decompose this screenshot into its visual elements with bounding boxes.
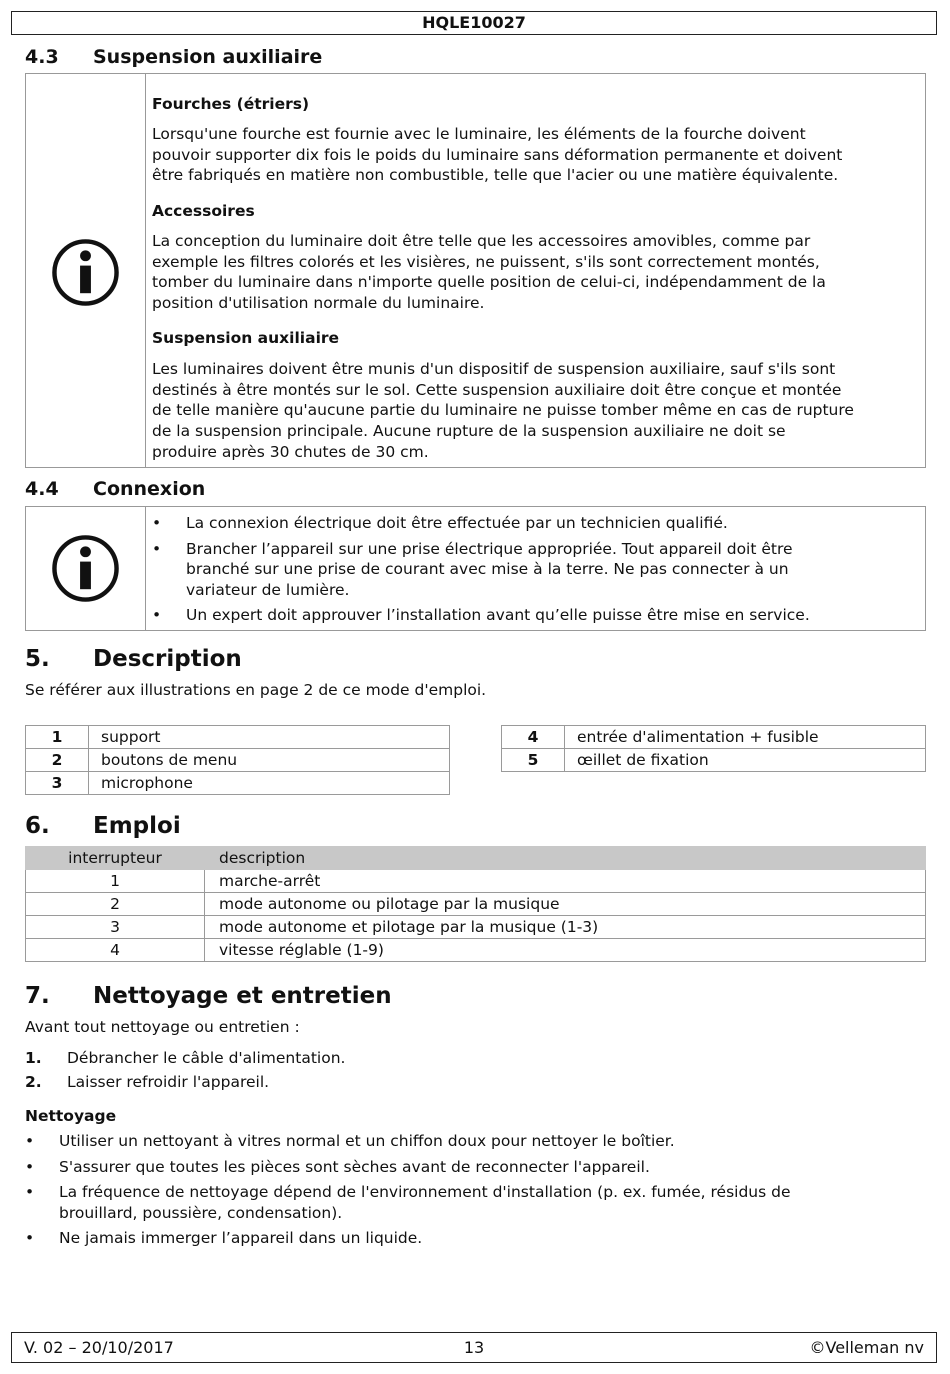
text-line: de la suspension principale. Aucune rupture de la suspension auxiliaire ne doit se	[152, 422, 786, 441]
part-label: œillet de fixation	[565, 749, 926, 772]
info-icon	[51, 534, 120, 603]
list-item	[25, 1072, 925, 1096]
text-line: brouillard, poussière, condensation).	[59, 1203, 343, 1222]
part-number: 1	[26, 726, 89, 749]
bullet-icon: •	[152, 514, 162, 532]
list-item	[25, 1157, 925, 1178]
step-number: 2.	[25, 1073, 42, 1091]
step-number: 1.	[25, 1049, 42, 1067]
section-number: 4.4	[25, 478, 59, 500]
info-box-connexion	[25, 506, 926, 631]
switch-value: 4	[26, 939, 205, 962]
text-line: Ne jamais immerger l’appareil dans un liquide.	[59, 1229, 423, 1247]
cleaning-bullets	[25, 1131, 925, 1249]
text-line: La connexion électrique doit être effectuée par un technicien qualifié.	[186, 514, 728, 532]
switch-value: 2	[26, 893, 205, 916]
text-line: exemple les filtres colorés et les visières, ne puissent, s'ils sont correctement montés,	[152, 252, 820, 271]
text-line: produire après 30 chutes de 30 cm.	[152, 442, 429, 461]
text-line: pouvoir supporter dix fois le poids du luminaire sans déformation permanente et doivent	[152, 145, 843, 164]
section-number: 7.	[25, 983, 50, 1009]
list-item	[25, 1048, 925, 1072]
subheading-accessoires: Accessoires	[152, 202, 255, 220]
text-line: position d'utilisation normale du luminaire.	[152, 294, 485, 313]
list-item	[152, 513, 917, 534]
part-number: 3	[26, 772, 89, 795]
document-code-header: HQLE10027	[11, 11, 937, 35]
table-row	[26, 749, 450, 772]
maintenance-intro: Avant tout nettoyage ou entretien :	[25, 1018, 300, 1036]
switch-description: vitesse réglable (1-9)	[205, 939, 926, 962]
table-row	[502, 726, 926, 749]
section-title: Emploi	[93, 813, 181, 839]
column-header-description: description	[205, 847, 926, 870]
text-line: Les luminaires doivent être munis d'un dispositif de suspension auxiliaire, sauf s'ils sont	[152, 360, 836, 378]
list-item	[152, 605, 917, 626]
subheading-suspension: Suspension auxiliaire	[152, 329, 340, 347]
list-item	[25, 1131, 925, 1152]
text-line: Utiliser un nettoyant à vitres normal et un chiffon doux pour nettoyer le boîtier.	[59, 1132, 675, 1150]
section-title: Nettoyage et entretien	[93, 983, 392, 1009]
switch-table	[25, 846, 926, 962]
page-footer	[11, 1332, 937, 1363]
steps-list	[25, 1048, 925, 1096]
footer-page-number: 13	[463, 1338, 485, 1357]
list-item	[25, 1182, 925, 1223]
info-icon-cell	[26, 74, 146, 467]
section-title: Description	[93, 646, 242, 672]
list-item	[152, 539, 917, 601]
info-icon	[51, 238, 120, 307]
text-line: Un expert doit approuver l’installation avant qu’elle puisse être mise en service.	[186, 606, 810, 624]
list-item	[25, 1228, 925, 1249]
text-line: tomber du luminaire dans n'importe quelle position de celui-ci, indépendamment de la	[152, 273, 826, 292]
bullet-icon: •	[25, 1229, 35, 1247]
text-line: branché sur une prise de courant avec mise à la terre. Ne pas connecter à un	[186, 560, 789, 578]
part-number: 4	[502, 726, 565, 749]
text-line: S'assurer que toutes les pièces sont sèches avant de reconnecter l'appareil.	[59, 1157, 650, 1176]
text-line: La conception du luminaire doit être telle que les accessoires amovibles, comme par	[152, 232, 811, 250]
table-row	[26, 726, 450, 749]
section-title: Suspension auxiliaire	[93, 46, 323, 68]
section-number: 4.3	[25, 46, 59, 68]
table-header-row	[26, 847, 926, 870]
part-label: microphone	[89, 772, 450, 795]
table-row	[502, 749, 926, 772]
paragraph-accessoires	[152, 231, 826, 314]
subheading-nettoyage: Nettoyage	[25, 1107, 117, 1125]
footer-version: V. 02 – 20/10/2017	[24, 1338, 174, 1357]
table-row	[26, 893, 926, 916]
bullet-icon: •	[152, 606, 162, 624]
step-text: Laisser refroidir l'appareil.	[67, 1073, 270, 1091]
table-row	[26, 916, 926, 939]
bullet-icon: •	[152, 539, 162, 558]
info-box-suspension	[25, 73, 926, 468]
table-row	[26, 870, 926, 893]
part-label: entrée d'alimentation + fusible	[565, 726, 926, 749]
paragraph-suspension	[152, 359, 854, 463]
switch-value: 1	[26, 870, 205, 893]
text-line: variateur de lumière.	[186, 580, 350, 599]
column-header-switch: interrupteur	[26, 847, 205, 870]
parts-table-left	[25, 725, 450, 795]
paragraph-fourches	[152, 124, 842, 186]
parts-table-right	[501, 725, 926, 772]
text-line: Lorsqu'une fourche est fournie avec le luminaire, les éléments de la fourche doivent	[152, 125, 806, 143]
switch-value: 3	[26, 916, 205, 939]
text-line: destinés à être montés sur le sol. Cette suspension auxiliaire doit être conçue et montée	[152, 380, 842, 399]
bullet-icon: •	[25, 1183, 35, 1201]
text-line: être fabriqués en matière non combustible, telle que l'acier ou une matière équivalente.	[152, 166, 839, 185]
footer-copyright: ©Velleman nv	[809, 1338, 924, 1357]
section-number: 6.	[25, 813, 50, 839]
switch-description: mode autonome ou pilotage par la musique	[205, 893, 926, 916]
text-line: La fréquence de nettoyage dépend de l'environnement d'installation (p. ex. fumée, résidus de	[59, 1183, 791, 1201]
table-row	[26, 939, 926, 962]
text-line: de telle manière qu'aucune partie du luminaire ne puisse tomber même en cas de rupture	[152, 401, 854, 420]
part-number: 5	[502, 749, 565, 772]
section-title: Connexion	[93, 478, 206, 500]
switch-description: mode autonome et pilotage par la musique (1-3)	[205, 916, 926, 939]
part-label: boutons de menu	[89, 749, 450, 772]
section-number: 5.	[25, 646, 50, 672]
text-line: Brancher l’appareil sur une prise électrique appropriée. Tout appareil doit être	[186, 539, 793, 558]
switch-description: marche-arrêt	[205, 870, 926, 893]
info-box-content	[152, 513, 917, 626]
part-label: support	[89, 726, 450, 749]
description-intro: Se référer aux illustrations en page 2 de ce mode d'emploi.	[25, 681, 487, 699]
step-text: Débrancher le câble d'alimentation.	[67, 1049, 346, 1067]
bullet-icon: •	[25, 1132, 35, 1150]
info-icon-cell	[26, 507, 146, 630]
part-number: 2	[26, 749, 89, 772]
table-row	[26, 772, 450, 795]
bullet-icon: •	[25, 1157, 35, 1176]
subheading-fourches: Fourches (étriers)	[152, 95, 310, 113]
